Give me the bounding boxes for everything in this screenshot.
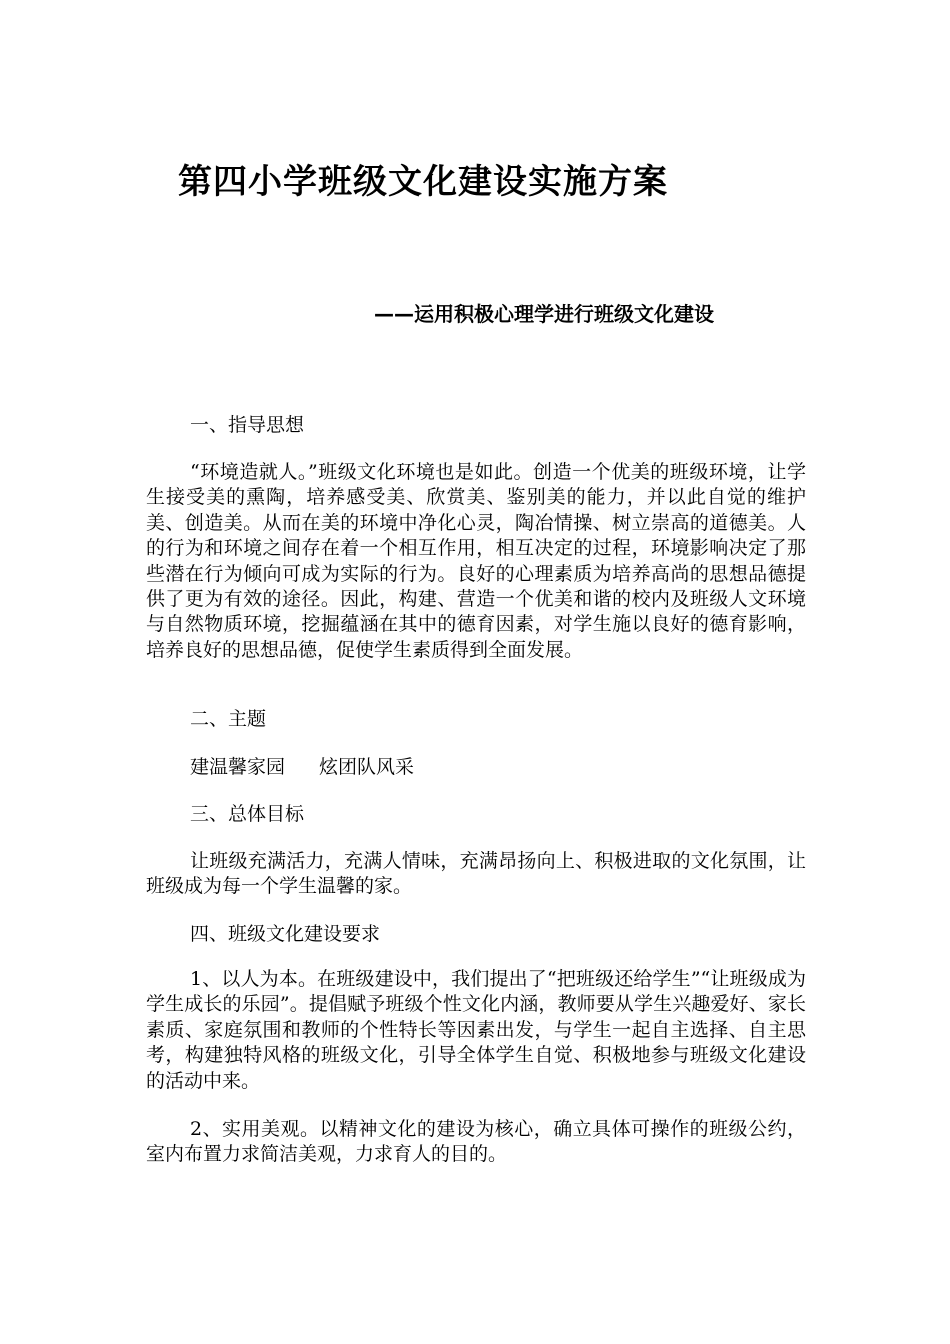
section-heading-theme: 二、主题 — [190, 708, 267, 730]
theme-part-1: 建温馨家园 — [190, 756, 286, 778]
paragraph-requirement-1: 1、以人为本。在班级建设中，我们提出了“把班级还给学生”“让班级成为学生成长的乐园”。提倡赋予班级个性文化内涵，教师要从学生兴趣爱好、家长素质、家庭氛围和教师的个性特长等因素出发，与学生一起自主选择、自主思考，构建独特风格的班级文化，引导全体学生自觉、积极地参与班级文化建设的活动中来。 — [146, 968, 806, 1092]
section-heading-guiding: 一、指导思想 — [190, 414, 305, 436]
paragraph-requirement-2: 2、实用美观。以精神文化的建设为核心，确立具体可操作的班级公约，室内布置力求简洁美观，力求育人的目的。 — [146, 1118, 806, 1166]
document-subtitle: ——运用积极心理学进行班级文化建设 — [374, 302, 714, 326]
paragraph-goal: 让班级充满活力，充满人情味，充满昂扬向上、积极进取的文化氛围，让班级成为每一个学生温馨的家。 — [146, 850, 806, 898]
theme-part-2: 炫团队风采 — [319, 756, 415, 778]
theme-line — [190, 754, 414, 780]
paragraph-guiding: “环境造就人。”班级文化环境也是如此。创造一个优美的班级环境，让学生接受美的熏陶，培养感受美、欣赏美、鉴别美的能力，并以此自觉的维护美、创造美。从而在美的环境中净化心灵，陶冶情操、树立崇高的道德美。人的行为和环境之间存在着一个相互作用，相互决定的过程，环境影响决定了那些潜在行为倾向可成为实际的行为。良好的心理素质为培养高尚的思想品德提供了更为有效的途径。因此，构建、营造一个优美和谐的校内及班级人文环境与自然物质环境，挖掘蕴涵在其中的德育因素，对学生施以良好的德育影响，培养良好的思想品德，促使学生素质得到全面发展。 — [146, 461, 806, 661]
section-heading-goal: 三、总体目标 — [190, 803, 305, 825]
document-title: 第四小学班级文化建设实施方案 — [178, 162, 668, 202]
section-heading-requirements: 四、班级文化建设要求 — [190, 923, 381, 945]
